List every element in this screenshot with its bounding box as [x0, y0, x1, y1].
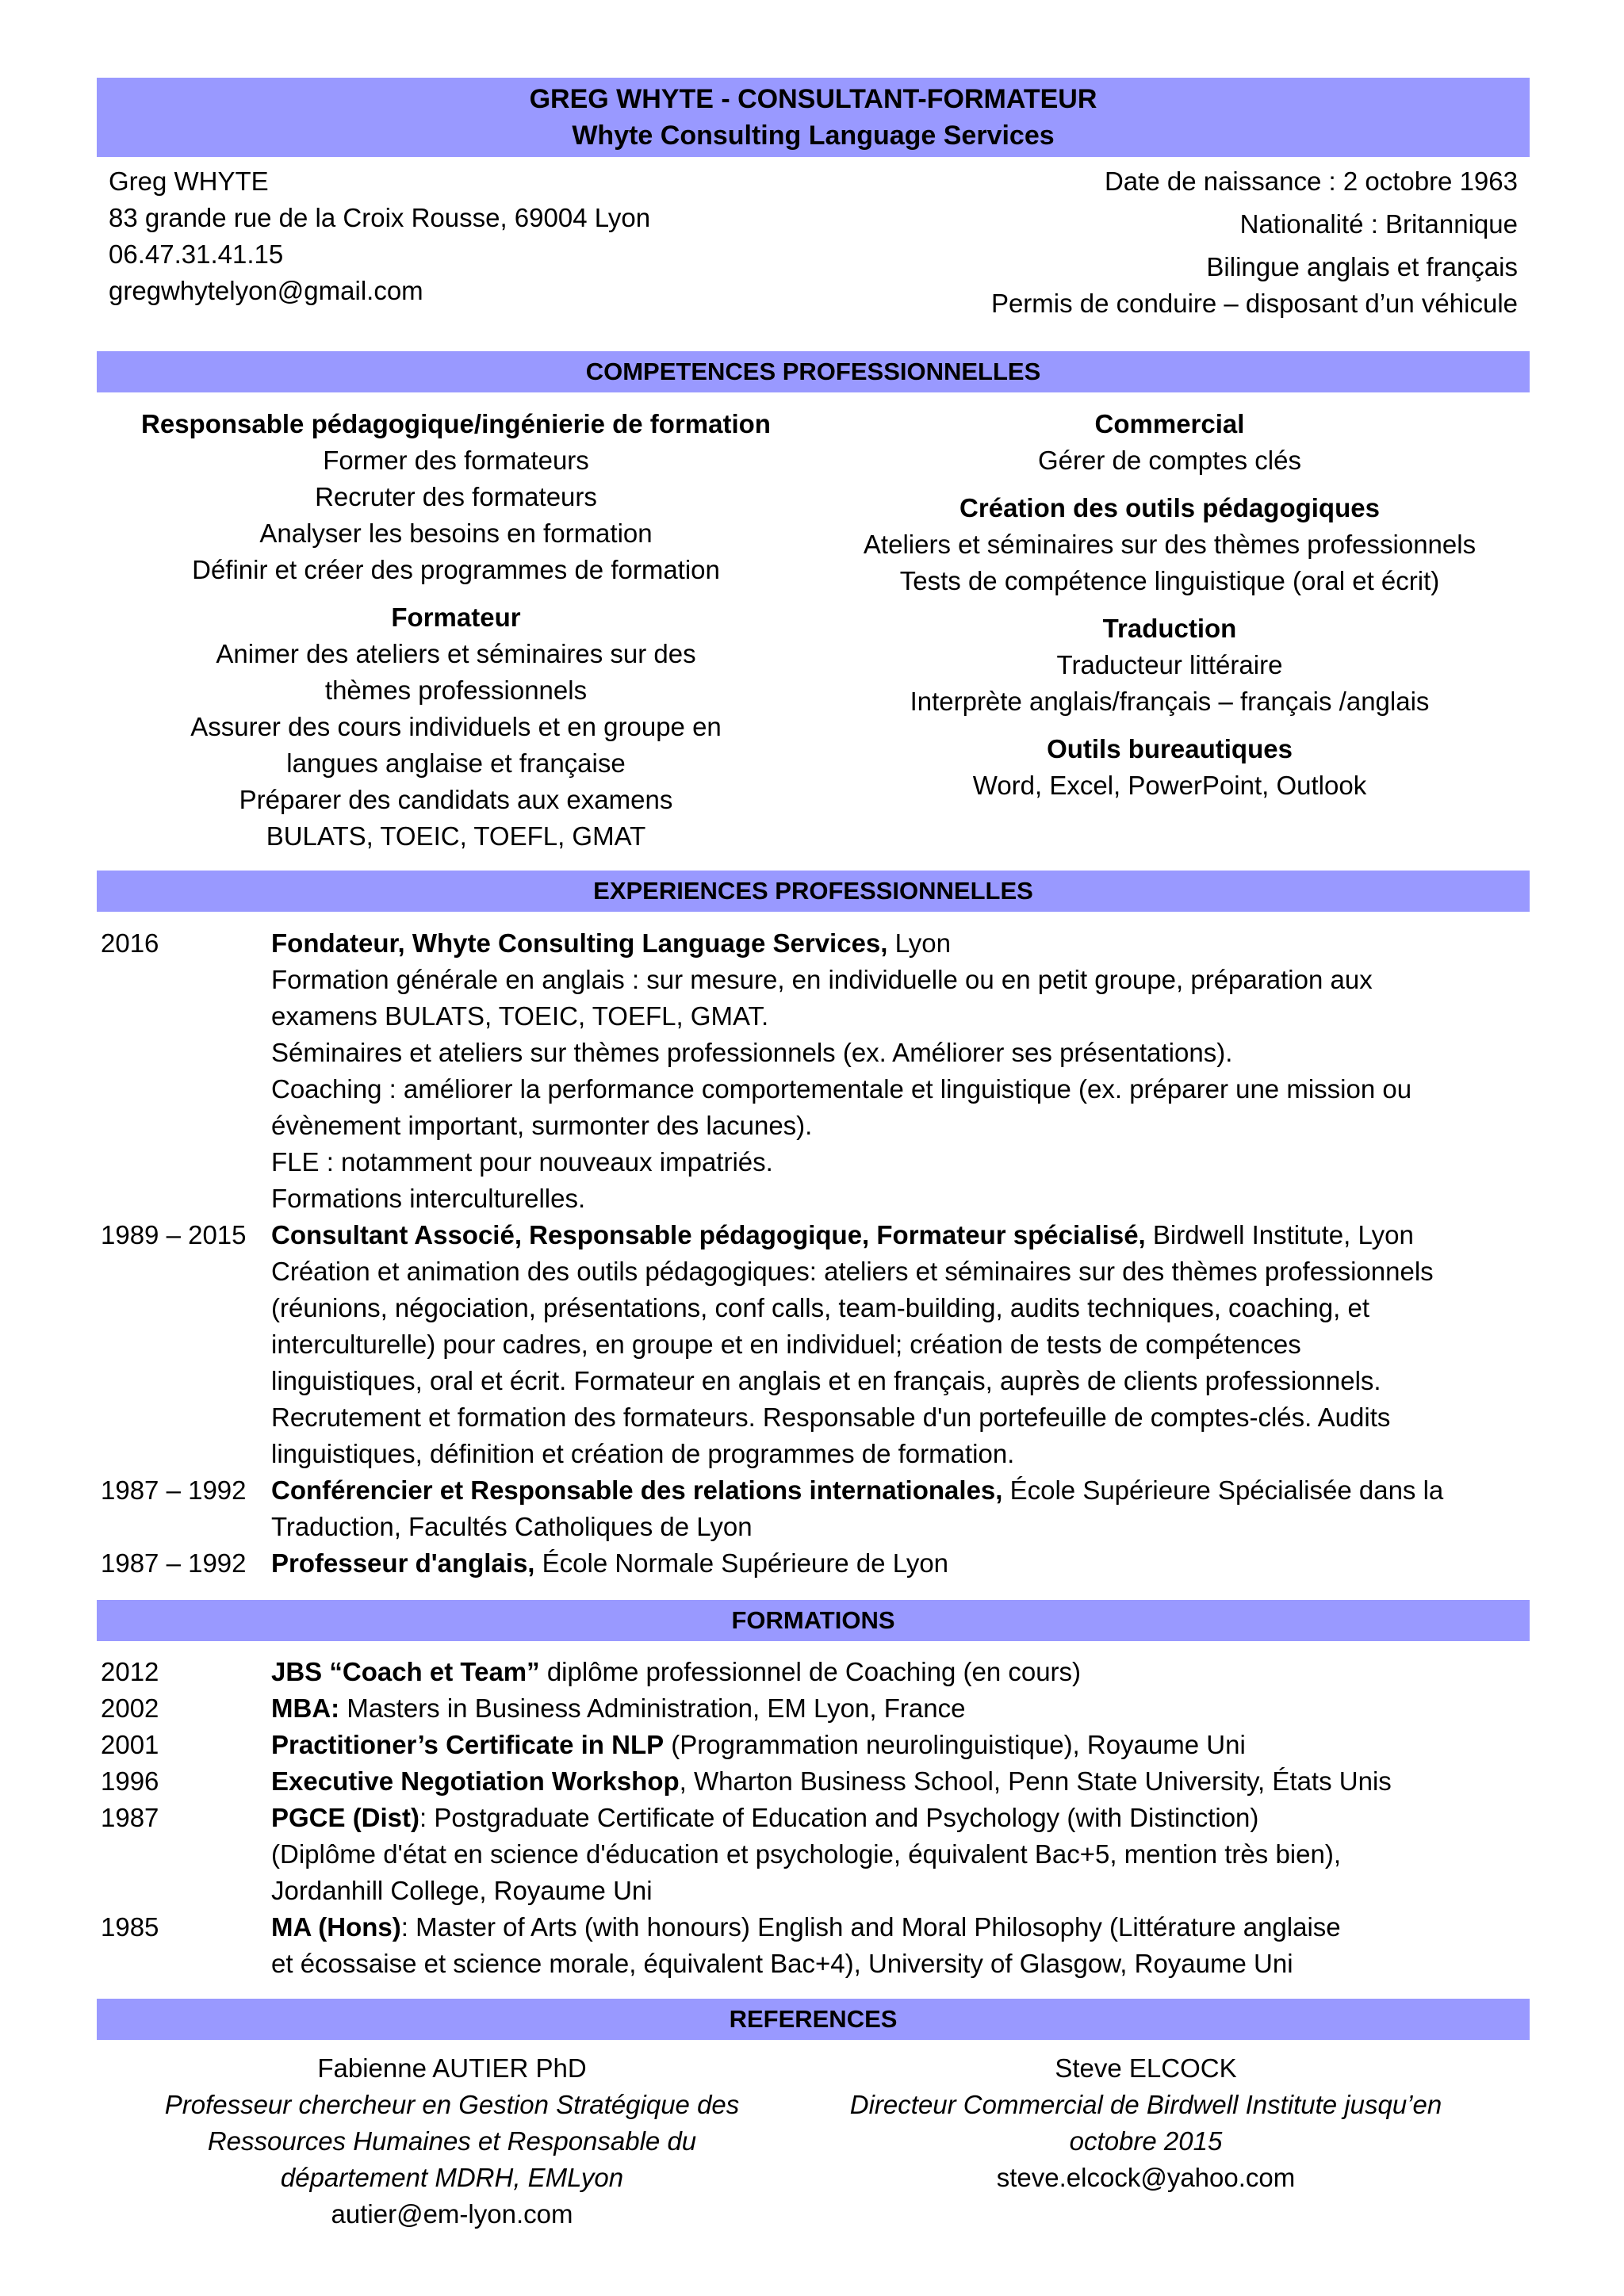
- nationality: Nationalité : Britannique: [1239, 209, 1518, 239]
- reference-email: autier@em-lyon.com: [331, 2199, 573, 2229]
- education-entry: [271, 1763, 1516, 1800]
- experience-title: Professeur d'anglais,: [271, 1548, 535, 1578]
- cv-subtitle: Whyte Consulting Language Services: [572, 121, 1055, 151]
- experience-year: 1987 – 1992: [101, 1475, 247, 1505]
- reference-role-line: Professeur chercheur en Gestion Stratégique des: [164, 2090, 740, 2119]
- experience-entry: [271, 925, 1516, 1217]
- reference-card: [111, 2050, 793, 2233]
- contact-name: Greg WHYTE: [109, 166, 269, 196]
- reference-name: Fabienne AUTIER PhD: [317, 2053, 587, 2083]
- contact-phone: 06.47.31.41.15: [109, 239, 284, 269]
- driving-license: Permis de conduire – disposant d’un véhicule: [990, 289, 1518, 318]
- reference-email: steve.elcock@yahoo.com: [996, 2163, 1296, 2192]
- skill-line: Gérer de comptes clés: [1038, 446, 1301, 475]
- skill-line: Traducteur littéraire: [1056, 650, 1283, 679]
- contact-email: gregwhytelyon@gmail.com: [109, 276, 423, 305]
- experience-line: Séminaires et ateliers sur thèmes professionnels (ex. Améliorer ses présentations).: [271, 1038, 1233, 1067]
- skill-line: BULATS, TOEIC, TOEFL, GMAT: [266, 821, 646, 851]
- experience-line: Coaching : améliorer la performance comportementale et linguistique (ex. préparer une mission ou: [271, 1074, 1412, 1104]
- education-year: 1987: [101, 1803, 159, 1832]
- reference-card: [801, 2050, 1491, 2196]
- education-entry: [271, 1800, 1516, 1909]
- education-detail: , Wharton Business School, Penn State University, États Unis: [679, 1766, 1392, 1796]
- experience-year: 1987 – 1992: [101, 1548, 247, 1578]
- experience-title: Conférencier et Responsable des relations internationales,: [271, 1475, 1003, 1505]
- skill-heading: Création des outils pédagogiques: [959, 493, 1380, 522]
- education-detail: : Master of Arts (with honours) English and Moral Philosophy (Littérature anglaise: [400, 1912, 1341, 1942]
- education-year: 1985: [101, 1912, 159, 1942]
- skill-heading: Traduction: [1102, 614, 1237, 643]
- education-title: Practitioner’s Certificate in NLP: [271, 1730, 665, 1759]
- skill-heading: Formateur: [391, 603, 521, 632]
- education-detail: (Programmation neurolinguistique), Royaume Uni: [664, 1730, 1246, 1759]
- experience-line: Recrutement et formation des formateurs. Responsable d'un portefeuille de comptes-clés. Audits: [271, 1402, 1391, 1432]
- experience-line: linguistiques, oral et écrit. Formateur en anglais et en français, auprès de clients professionnels.: [271, 1366, 1381, 1395]
- reference-role-line: Ressources Humaines et Responsable du: [207, 2126, 697, 2156]
- education-title: JBS “Coach et Team”: [271, 1657, 540, 1686]
- experience-place: Birdwell Institute, Lyon: [1145, 1220, 1414, 1249]
- education-detail: : Postgraduate Certificate of Education and Psychology (with Distinction): [419, 1803, 1259, 1832]
- skill-line: langues anglaise et française: [286, 748, 626, 778]
- education-line: Jordanhill College, Royaume Uni: [271, 1876, 653, 1905]
- skill-line: thèmes professionnels: [324, 675, 588, 705]
- education-entry: [271, 1909, 1516, 1982]
- education-entry: [271, 1727, 1516, 1763]
- experience-place: Lyon: [887, 928, 951, 958]
- skill-heading: Responsable pédagogique/ingénierie de formation: [141, 409, 771, 438]
- education-year: 2001: [101, 1730, 159, 1759]
- experience-title: Consultant Associé, Responsable pédagogique, Formateur spécialisé,: [271, 1220, 1146, 1249]
- education-title: MBA:: [271, 1693, 340, 1723]
- skill-line: Préparer des candidats aux examens: [239, 785, 673, 814]
- experience-year: 2016: [101, 928, 159, 958]
- languages: Bilingue anglais et français: [1206, 252, 1518, 281]
- skill-line: Former des formateurs: [323, 446, 589, 475]
- experience-entry: [271, 1472, 1516, 1545]
- experience-line: FLE : notamment pour nouveaux impatriés.: [271, 1147, 773, 1177]
- title-band: [97, 78, 1530, 157]
- reference-name: Steve ELCOCK: [1055, 2053, 1237, 2083]
- section-skills: COMPETENCES PROFESSIONNELLES: [97, 351, 1530, 392]
- experience-line: interculturelle) pour cadres, en groupe et en individuel; création de tests de compétences: [271, 1330, 1301, 1359]
- skill-heading: Commercial: [1094, 409, 1245, 438]
- reference-role-line: département MDRH, EMLyon: [280, 2163, 624, 2192]
- skill-line: Tests de compétence linguistique (oral et écrit): [899, 566, 1440, 595]
- education-year: 1996: [101, 1766, 159, 1796]
- education-line: et écossaise et science morale, équivalent Bac+4), University of Glasgow, Royaume Uni: [271, 1949, 1293, 1978]
- education-entry: [271, 1654, 1516, 1690]
- experience-line: Formations interculturelles.: [271, 1184, 586, 1213]
- skill-line: Ateliers et séminaires sur des thèmes professionnels: [863, 530, 1477, 559]
- education-entry: [271, 1690, 1516, 1727]
- education-year: 2012: [101, 1657, 159, 1686]
- experience-line: Traduction, Facultés Catholiques de Lyon: [271, 1512, 753, 1541]
- skill-line: Animer des ateliers et séminaires sur des: [216, 639, 696, 668]
- experience-line: examens BULATS, TOEIC, TOEFL, GMAT.: [271, 1001, 769, 1031]
- skill-heading: Outils bureautiques: [1047, 734, 1293, 763]
- section-references: REFERENCES: [97, 1999, 1530, 2040]
- experience-line: Création et animation des outils pédagogiques: ateliers et séminaires sur des thèmes professionnels: [271, 1257, 1434, 1286]
- education-line: (Diplôme d'état en science d'éducation et psychologie, équivalent Bac+5, mention très bien),: [271, 1839, 1341, 1869]
- experience-title: Fondateur, Whyte Consulting Language Services,: [271, 928, 888, 958]
- skill-line: Word, Excel, PowerPoint, Outlook: [972, 771, 1367, 800]
- experience-entry: [271, 1545, 1516, 1582]
- reference-role-line: Directeur Commercial de Birdwell Institute jusqu’en: [849, 2090, 1442, 2119]
- education-detail: Masters in Business Administration, EM Lyon, France: [339, 1693, 966, 1723]
- skills-right-column: [817, 406, 1522, 804]
- birth-date: Date de naissance : 2 octobre 1963: [1104, 166, 1518, 196]
- education-title: MA (Hons): [271, 1912, 401, 1942]
- skill-line: Analyser les besoins en formation: [259, 519, 653, 548]
- education-title: Executive Negotiation Workshop: [271, 1766, 680, 1796]
- skills-left-column: [111, 406, 801, 855]
- skill-line: Assurer des cours individuels et en groupe en: [190, 712, 722, 741]
- education-detail: diplôme professionnel de Coaching (en cours): [539, 1657, 1082, 1686]
- skill-line: Interprète anglais/français – français /anglais: [910, 687, 1430, 716]
- reference-role-line: octobre 2015: [1069, 2126, 1223, 2156]
- experience-line: (réunions, négociation, présentations, conf calls, team-building, audits techniques, coaching, et: [271, 1293, 1370, 1322]
- education-year: 2002: [101, 1693, 159, 1723]
- experience-line: Formation générale en anglais : sur mesure, en individuelle ou en petit groupe, préparation aux: [271, 965, 1373, 994]
- experience-year: 1989 – 2015: [101, 1220, 247, 1249]
- experience-line: évènement important, surmonter des lacunes).: [271, 1111, 813, 1140]
- cv-title: GREG WHYTE - CONSULTANT-FORMATEUR: [529, 84, 1097, 114]
- experience-place: École Supérieure Spécialisée dans la: [1002, 1475, 1444, 1505]
- experience-line: linguistiques, définition et création de programmes de formation.: [271, 1439, 1015, 1468]
- section-education: FORMATIONS: [97, 1600, 1530, 1641]
- skill-line: Définir et créer des programmes de formation: [192, 555, 720, 584]
- section-experience: EXPERIENCES PROFESSIONNELLES: [97, 871, 1530, 912]
- experience-place: École Normale Supérieure de Lyon: [534, 1548, 949, 1578]
- education-title: PGCE (Dist): [271, 1803, 420, 1832]
- experience-entry: [271, 1217, 1516, 1472]
- contact-address: 83 grande rue de la Croix Rousse, 69004 Lyon: [109, 203, 651, 232]
- skill-line: Recruter des formateurs: [315, 482, 597, 511]
